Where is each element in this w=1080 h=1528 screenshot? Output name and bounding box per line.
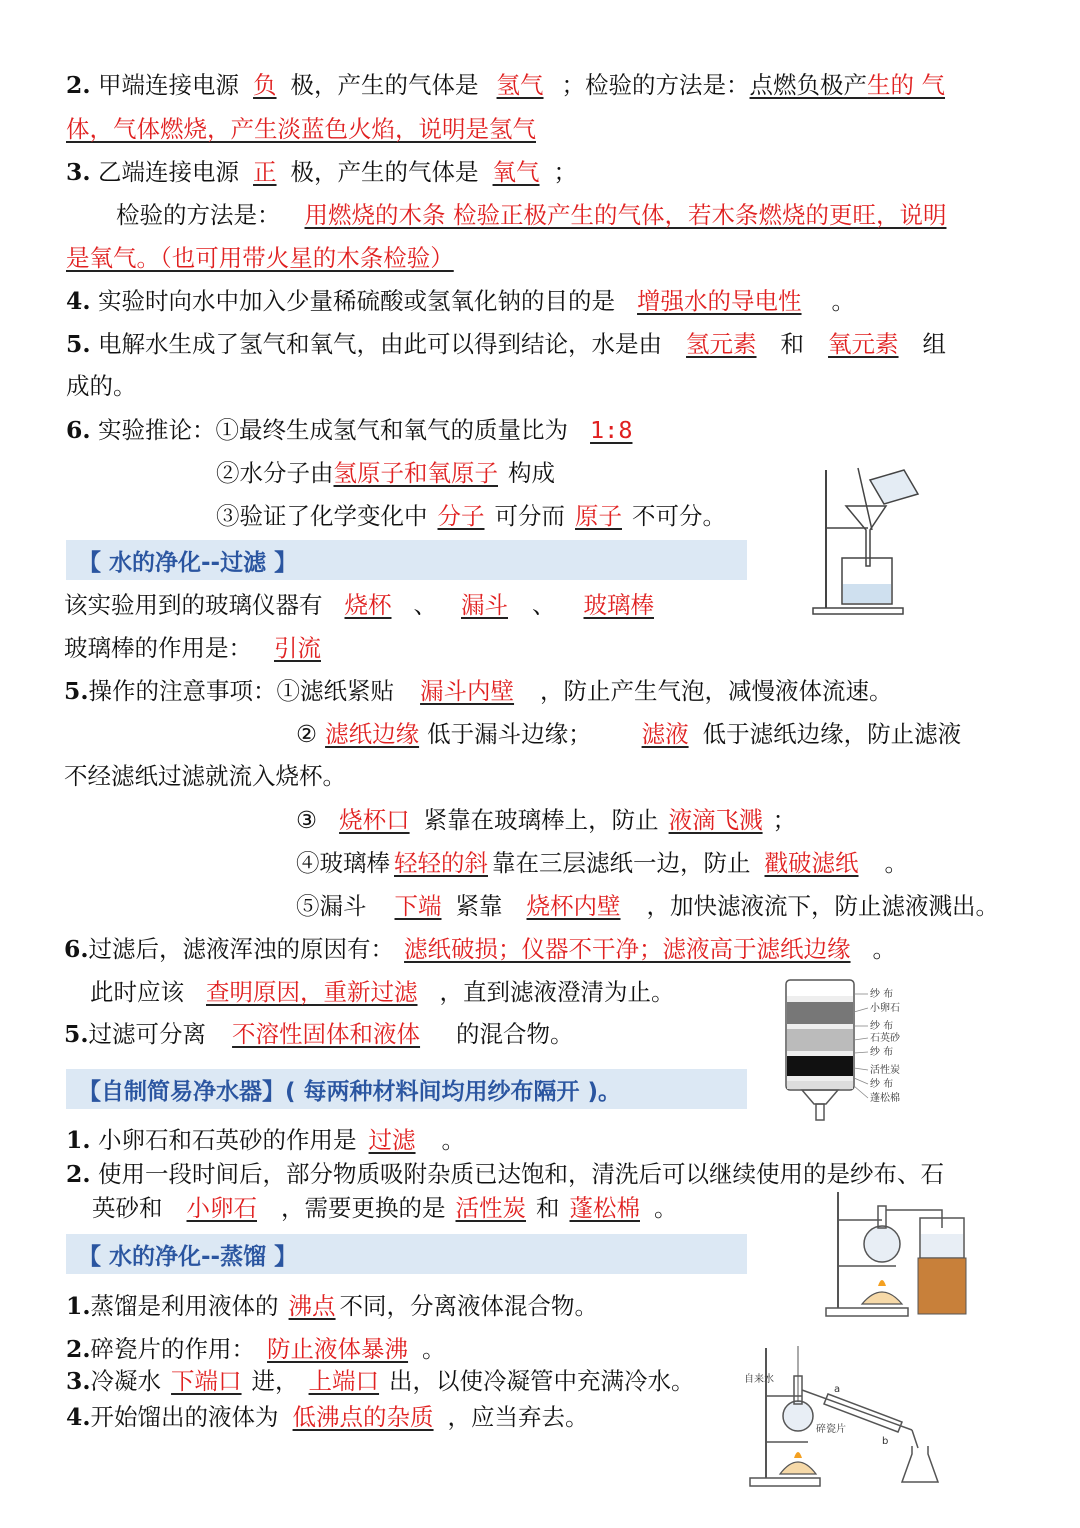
answer-blank: 戳破滤纸 bbox=[764, 849, 859, 877]
text: 组 bbox=[922, 330, 947, 358]
text: ； bbox=[772, 806, 797, 834]
answer-blank: 漏斗内壁 bbox=[420, 677, 515, 705]
text: 实验推论：①最终生成氢气和氧气的质量比为 bbox=[98, 416, 569, 444]
purifier-label: 活性炭 bbox=[870, 1065, 900, 1076]
label-b: b bbox=[882, 1436, 889, 1447]
text: 此时应该 bbox=[90, 978, 184, 1006]
f3-line bbox=[64, 672, 1018, 710]
f5-line bbox=[296, 801, 1018, 839]
text: ，直到滤液澄清为止。 bbox=[439, 978, 675, 1006]
answer-blank: 下端 bbox=[394, 892, 442, 920]
q2-line1 bbox=[66, 66, 1018, 104]
section-header-filtration: 【 水的净化--过滤 】 bbox=[66, 540, 747, 580]
text: 、 bbox=[532, 591, 556, 619]
q2-line2 bbox=[66, 110, 1018, 148]
text: 玻璃棒的作用是： bbox=[64, 634, 252, 662]
answer-blank: 防止液体暴沸 bbox=[267, 1335, 409, 1363]
answer-blank: 液滴飞溅 bbox=[668, 806, 763, 834]
purifier-label: 纱 布 bbox=[870, 1021, 894, 1032]
text: 和 bbox=[780, 330, 805, 358]
text: 小卵石和石英砂的作用是 bbox=[98, 1126, 357, 1154]
text: ； bbox=[553, 158, 578, 186]
purifier-label: 蓬松棉 bbox=[870, 1093, 900, 1104]
text: ，加快滤液流下，防止滤液溅出。 bbox=[646, 892, 999, 920]
answer-blank: 小卵石 bbox=[186, 1194, 257, 1222]
purifier-label: 石英砂 bbox=[870, 1033, 900, 1044]
text: 。 bbox=[884, 849, 908, 877]
q-number: 5. bbox=[64, 677, 89, 705]
q-number: 5. bbox=[64, 1020, 89, 1048]
answer-blank: 烧杯 bbox=[344, 591, 392, 619]
text: 。 bbox=[831, 287, 856, 315]
text: 进， bbox=[251, 1367, 299, 1395]
q-number: 6. bbox=[64, 935, 89, 963]
text: ，需要更换的是 bbox=[281, 1194, 446, 1222]
water-purifier-figure bbox=[782, 976, 922, 1126]
answer-blank: 蓬松棉 bbox=[569, 1194, 640, 1222]
answer-blank: 是氧气。（也可用带火星的木条检验） bbox=[66, 244, 454, 272]
text: 点燃负极产 bbox=[749, 71, 868, 99]
answer-blank: 滤纸边缘 bbox=[325, 720, 420, 748]
text: 极，产生的气体是 bbox=[290, 158, 479, 186]
section-header-distillation: 【 水的净化--蒸馏 】 bbox=[66, 1234, 747, 1274]
purifier-label: 纱 布 bbox=[870, 989, 894, 1000]
text: 可分而 bbox=[494, 502, 565, 530]
text: 不经滤纸过滤就流入烧杯。 bbox=[64, 762, 346, 790]
text: 。 bbox=[654, 1194, 678, 1222]
answer-blank: 轻轻的斜 bbox=[394, 849, 488, 877]
answer-blank: 滤纸破损；仪器不干净；滤液高于滤纸边缘 bbox=[404, 935, 851, 963]
f4-line2 bbox=[64, 757, 1018, 795]
answer-blank: 烧杯口 bbox=[339, 806, 410, 834]
answer-blank: 查明原因，重新过滤 bbox=[206, 978, 418, 1006]
answer-blank: 体，气体燃烧，产生淡蓝色火焰，说明是氢气 bbox=[66, 115, 536, 143]
q-number: 6. bbox=[66, 416, 91, 444]
q5-line1 bbox=[66, 325, 1018, 363]
f1-line bbox=[64, 586, 1018, 624]
answer-blank: 生的 气 bbox=[867, 71, 946, 99]
text: 构成 bbox=[508, 459, 555, 487]
answer-blank: 氢原子和氧原子 bbox=[333, 459, 498, 487]
text: 乙端连接电源 bbox=[98, 158, 240, 186]
answer-blank: 过滤 bbox=[368, 1126, 416, 1154]
answer-blank: 1:8 bbox=[590, 416, 633, 444]
answer-blank: 不溶性固体和液体 bbox=[232, 1020, 421, 1048]
f7-line bbox=[296, 887, 1018, 925]
answer-blank: 烧杯内壁 bbox=[526, 892, 621, 920]
d1-line bbox=[66, 1287, 1018, 1325]
text: 不同，分离液体混合物。 bbox=[339, 1292, 599, 1320]
text: 出，以使冷凝管中充满冷水。 bbox=[389, 1367, 695, 1395]
label-tap-water: 自来水 bbox=[744, 1374, 774, 1385]
text: 电解水生成了氢气和氧气，由此可以得到结论，水是由 bbox=[98, 330, 663, 358]
answer-blank: 氢元素 bbox=[686, 330, 757, 358]
answer-blank: 氧元素 bbox=[828, 330, 899, 358]
text: 冷凝水 bbox=[90, 1367, 162, 1395]
text: 过滤后，滤液浑浊的原因有： bbox=[88, 935, 395, 963]
f2-line bbox=[64, 629, 1018, 667]
answer-blank: 玻璃棒 bbox=[583, 591, 654, 619]
answer-blank: 漏斗 bbox=[461, 591, 508, 619]
text: ③验证了化学变化中 bbox=[216, 502, 428, 530]
answer-blank: 活性炭 bbox=[455, 1194, 526, 1222]
purifier-label: 小卵石 bbox=[870, 1003, 900, 1014]
text: 该实验用到的玻璃仪器有 bbox=[64, 591, 323, 619]
answer-blank: 负 bbox=[253, 71, 277, 99]
answer-blank: 低沸点的杂质 bbox=[292, 1403, 434, 1431]
text: 甲端连接电源 bbox=[98, 71, 240, 99]
text: 、 bbox=[413, 591, 437, 619]
text: ；检验的方法是： bbox=[561, 71, 750, 99]
text: 蒸馏是利用液体的 bbox=[90, 1292, 279, 1320]
q3-line1 bbox=[66, 153, 1018, 191]
text: 过滤可分离 bbox=[88, 1020, 207, 1048]
q-number: 5. bbox=[66, 330, 91, 358]
text: 成的。 bbox=[66, 372, 137, 400]
text: ，防止产生气泡，减慢液体流速。 bbox=[540, 677, 893, 705]
f8-line bbox=[64, 930, 1018, 968]
text: 实验时向水中加入少量稀硫酸或氢氧化钠的目的是 bbox=[98, 287, 616, 315]
q3-line2 bbox=[116, 196, 1018, 234]
text: 靠在三层滤纸一边，防止 bbox=[492, 849, 751, 877]
text: ② bbox=[296, 720, 318, 748]
purifier-label: 纱 布 bbox=[870, 1047, 894, 1058]
text: 碎瓷片的作用： bbox=[90, 1335, 256, 1363]
q4-line bbox=[66, 282, 1018, 320]
q-number: 2. bbox=[66, 1335, 91, 1363]
text: 使用一段时间后，部分物质吸附杂质已达饱和，清洗后可以继续使用的是纱布、石 bbox=[98, 1160, 945, 1188]
text: 操作的注意事项：①滤纸紧贴 bbox=[88, 677, 395, 705]
q-number: 4. bbox=[66, 1403, 91, 1431]
text: 极，产生的气体是 bbox=[290, 71, 479, 99]
text: ②水分子由 bbox=[216, 459, 334, 487]
f6-line bbox=[296, 844, 1018, 882]
answer-blank: 引流 bbox=[274, 634, 321, 662]
answer-blank: 上端口 bbox=[308, 1367, 380, 1395]
text: 检验的方法是： bbox=[116, 201, 281, 229]
answer-blank: 用燃烧的木条 检验正极产生的气体，若木条燃烧的更旺，说明 bbox=[304, 201, 947, 229]
text: ，应当弃去。 bbox=[447, 1403, 589, 1431]
answer-blank: 分子 bbox=[437, 502, 485, 530]
text: 紧靠 bbox=[455, 892, 503, 920]
text: 紧靠在玻璃棒上，防止 bbox=[423, 806, 659, 834]
condenser-distillation-figure bbox=[742, 1342, 952, 1490]
q6-line1 bbox=[66, 411, 1018, 449]
f4-line1 bbox=[296, 715, 1018, 753]
text: ③ bbox=[296, 806, 318, 834]
text: 。 bbox=[422, 1335, 446, 1363]
text: 低于滤纸边缘，防止滤液 bbox=[702, 720, 962, 748]
answer-blank: 滤液 bbox=[641, 720, 689, 748]
text: 低于漏斗边缘； bbox=[427, 720, 592, 748]
text: ⑤漏斗 bbox=[296, 892, 367, 920]
q-number: 3. bbox=[66, 1367, 91, 1395]
q-number: 1. bbox=[66, 1126, 91, 1154]
p1-line bbox=[66, 1121, 1018, 1159]
answer-blank: 正 bbox=[253, 158, 277, 186]
answer-blank: 沸点 bbox=[288, 1292, 336, 1320]
text: 和 bbox=[536, 1194, 560, 1222]
answer-blank: 氧气 bbox=[492, 158, 540, 186]
section-header-purifier: 【自制简易净水器】( 每两种材料间均用纱布隔开 )。 bbox=[66, 1069, 747, 1109]
text: ④玻璃棒 bbox=[296, 849, 390, 877]
answer-blank: 增强水的导电性 bbox=[637, 287, 802, 315]
text: 英砂和 bbox=[92, 1194, 163, 1222]
q5-line2 bbox=[66, 367, 1018, 405]
q-number: 1. bbox=[66, 1292, 91, 1320]
text: 不可分。 bbox=[632, 502, 726, 530]
q-number: 3. bbox=[66, 158, 91, 186]
answer-blank: 原子 bbox=[575, 502, 622, 530]
q-number: 4. bbox=[66, 287, 91, 315]
text: 开始馏出的液体为 bbox=[90, 1403, 279, 1431]
text: 。 bbox=[441, 1126, 466, 1154]
purifier-label: 纱 布 bbox=[870, 1079, 894, 1090]
label-a: a bbox=[834, 1384, 841, 1395]
answer-blank: 下端口 bbox=[171, 1367, 242, 1395]
q3-line3 bbox=[66, 239, 1018, 277]
answer-blank: 氢气 bbox=[496, 71, 544, 99]
label-porcelain-chip: 碎瓷片 bbox=[816, 1424, 846, 1435]
text: 的混合物。 bbox=[456, 1020, 574, 1048]
q-number: 2. bbox=[66, 71, 91, 99]
q-number: 2. bbox=[66, 1160, 91, 1188]
text: 。 bbox=[872, 935, 897, 963]
